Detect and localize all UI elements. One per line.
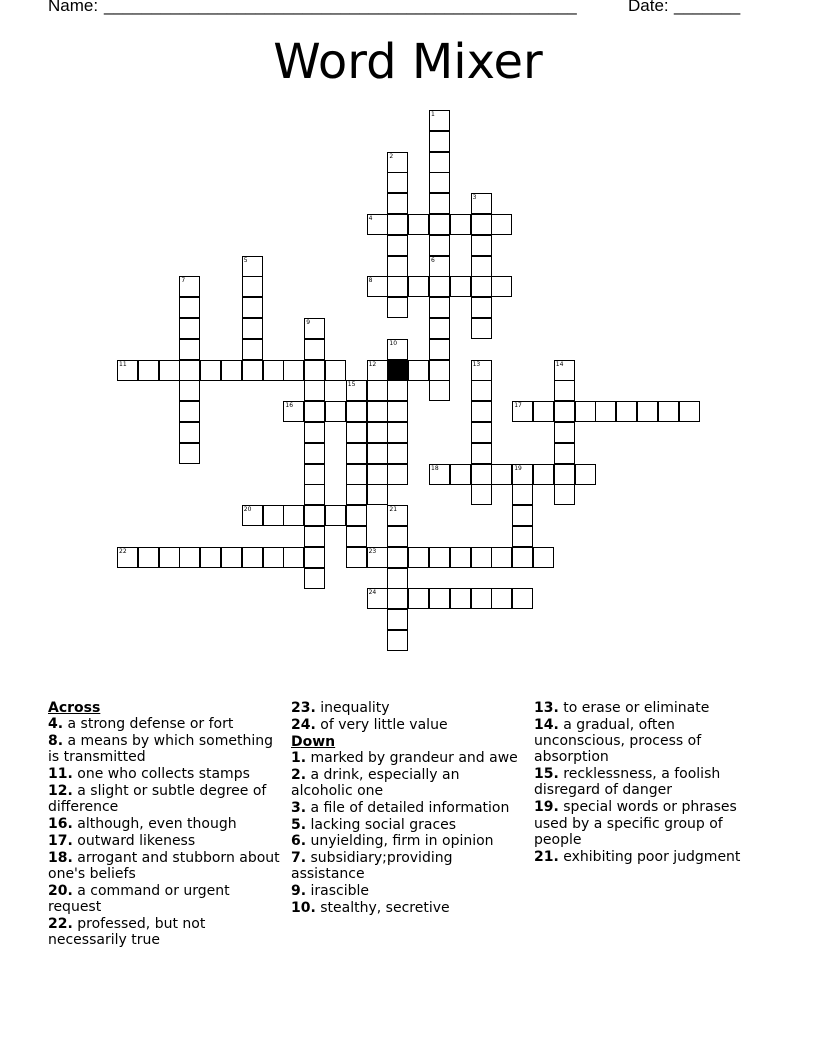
grid-cell[interactable] <box>658 401 679 422</box>
grid-cell[interactable] <box>512 484 533 505</box>
clue-down-6: 6. unyielding, firm in opinion <box>291 833 494 850</box>
clue-down-15: 15. recklessness, a foolish disregard of danger <box>534 766 721 799</box>
cell-number: 5 <box>243 256 248 264</box>
grid-cell[interactable] <box>387 152 408 173</box>
grid-cell[interactable] <box>367 401 388 422</box>
name-label: Name: <box>48 0 99 15</box>
grid-cell[interactable] <box>179 422 200 443</box>
grid-cell[interactable] <box>283 401 304 422</box>
grid-cell[interactable] <box>408 360 429 381</box>
grid-cell[interactable] <box>242 360 263 381</box>
grid-cell[interactable] <box>179 443 200 464</box>
grid-cell[interactable] <box>179 360 200 381</box>
grid-cell[interactable] <box>367 380 388 401</box>
grid-cell[interactable] <box>346 422 367 443</box>
grid-cell[interactable] <box>429 131 450 152</box>
grid-cell[interactable] <box>387 193 408 214</box>
grid-cell[interactable] <box>491 464 512 485</box>
grid-cell[interactable] <box>367 464 388 485</box>
grid-cell[interactable] <box>387 256 408 277</box>
grid-cell[interactable] <box>471 464 492 485</box>
grid-cell[interactable] <box>429 256 450 277</box>
grid-cell[interactable] <box>283 547 304 568</box>
grid-cell[interactable] <box>554 401 575 422</box>
grid-cell[interactable] <box>429 152 450 173</box>
grid-cell[interactable] <box>367 422 388 443</box>
grid-cell[interactable] <box>387 380 408 401</box>
clue-down-10: 10. stealthy, secretive <box>291 900 450 917</box>
grid-cell[interactable] <box>367 484 388 505</box>
clue-down-2: 2. a drink, especially an alcoholic one <box>291 766 460 799</box>
grid-cell[interactable] <box>387 214 408 235</box>
grid-cell[interactable] <box>512 401 533 422</box>
grid-cell[interactable] <box>471 193 492 214</box>
clue-across-20: 20. a command or urgent request <box>48 882 230 916</box>
clue-across-22: 22. professed, but not necessarily true <box>48 915 206 949</box>
clue-down-13: 13. to erase or eliminate <box>534 700 710 716</box>
cell-number: 22 <box>119 547 127 555</box>
grid-cell[interactable] <box>450 276 471 297</box>
clue-down-5: 5. lacking social graces <box>291 816 457 833</box>
cell-number: 19 <box>514 464 522 472</box>
cell-number: 2 <box>389 152 394 160</box>
grid-cell[interactable] <box>429 588 450 609</box>
grid-cell[interactable] <box>263 505 284 526</box>
clue-down-19: 19. special words or phrases used by a specific group of people <box>534 799 737 848</box>
cell-number: 7 <box>181 277 186 285</box>
grid-cell[interactable] <box>387 339 408 360</box>
grid-cell[interactable] <box>554 380 575 401</box>
grid-cell[interactable] <box>533 401 554 422</box>
cell-number: 1 <box>431 111 435 118</box>
grid-cell[interactable] <box>242 297 263 318</box>
grid-cell[interactable] <box>429 110 450 131</box>
grid-cell[interactable] <box>429 318 450 339</box>
grid-cell[interactable] <box>179 318 200 339</box>
grid-cell[interactable] <box>304 443 325 464</box>
grid-cell[interactable] <box>491 214 512 235</box>
down-heading: Down <box>291 733 336 750</box>
grid-cell[interactable] <box>346 484 367 505</box>
grid-cell[interactable] <box>450 588 471 609</box>
cell-number: 10 <box>389 339 398 347</box>
grid-cell[interactable] <box>179 297 200 318</box>
clue-across-11: 11. one who collects stamps <box>48 766 250 783</box>
cell-number: 15 <box>347 381 356 389</box>
grid-cell[interactable] <box>450 547 471 568</box>
grid-cell[interactable] <box>595 401 616 422</box>
across-heading: Across <box>48 700 101 716</box>
grid-cell[interactable] <box>554 360 575 381</box>
grid-cell[interactable] <box>304 568 325 589</box>
grid-cell[interactable] <box>512 526 533 547</box>
clue-across-17: 17. outward likeness <box>48 832 196 849</box>
grid-cell[interactable] <box>304 380 325 401</box>
grid-cell[interactable] <box>304 464 325 485</box>
grid-cell[interactable] <box>263 547 284 568</box>
grid-cell[interactable] <box>512 464 533 485</box>
clues-column-2 <box>291 700 521 917</box>
grid-cell[interactable] <box>387 526 408 547</box>
grid-cell[interactable] <box>387 464 408 485</box>
grid-cell[interactable] <box>221 547 242 568</box>
grid-cell[interactable] <box>471 547 492 568</box>
grid-cell[interactable] <box>304 339 325 360</box>
grid-cell[interactable] <box>242 505 263 526</box>
grid-cell[interactable] <box>263 360 284 381</box>
grid-cell[interactable] <box>346 505 367 526</box>
grid-cell[interactable] <box>387 609 408 630</box>
grid-cell[interactable] <box>471 235 492 256</box>
grid-cell[interactable] <box>346 401 367 422</box>
grid-cell[interactable] <box>387 235 408 256</box>
grid-cell[interactable] <box>159 547 180 568</box>
grid-cell[interactable] <box>117 360 138 381</box>
grid-cell[interactable] <box>387 422 408 443</box>
grid-cell[interactable] <box>325 360 346 381</box>
grid-cell[interactable] <box>575 401 596 422</box>
grid-cell[interactable] <box>304 360 325 381</box>
grid-cell[interactable] <box>408 547 429 568</box>
clue-down-3: 3. a file of detailed information <box>291 799 510 816</box>
clue-down-14: 14. a gradual, often unconscious, process of absorption <box>534 716 702 766</box>
grid-cell[interactable] <box>471 214 492 235</box>
black-cell <box>387 360 408 381</box>
cell-number: 12 <box>368 360 377 368</box>
grid-cell[interactable] <box>117 547 138 568</box>
grid-cell[interactable] <box>491 276 512 297</box>
grid-cell[interactable] <box>367 360 388 381</box>
grid-cell[interactable] <box>429 339 450 360</box>
grid-cell[interactable] <box>471 380 492 401</box>
grid-cell[interactable] <box>304 526 325 547</box>
grid-cell[interactable] <box>346 464 367 485</box>
grid-cell[interactable] <box>387 443 408 464</box>
grid-cell[interactable] <box>554 443 575 464</box>
grid-cell[interactable] <box>304 547 325 568</box>
grid-cell[interactable] <box>429 464 450 485</box>
grid-cell[interactable] <box>575 464 596 485</box>
grid-cell[interactable] <box>159 360 180 381</box>
clue-across-24: 24. of very little value <box>291 716 448 733</box>
grid-cell[interactable] <box>242 256 263 277</box>
grid-cell[interactable] <box>512 505 533 526</box>
cell-number: 8 <box>368 277 373 285</box>
grid-cell[interactable] <box>429 214 450 235</box>
grid-cell[interactable] <box>179 547 200 568</box>
grid-cell[interactable] <box>429 193 450 214</box>
grid-cell[interactable] <box>387 630 408 651</box>
clue-across-12: 12. a slight or subtle degree of difference <box>48 782 267 816</box>
clue-across-23: 23. inequality <box>291 700 390 716</box>
grid-cell[interactable] <box>616 401 637 422</box>
grid-cell[interactable] <box>471 484 492 505</box>
grid-cell[interactable] <box>387 276 408 297</box>
page-title: Word Mixer <box>273 34 543 90</box>
grid-cell[interactable] <box>200 547 221 568</box>
grid-cell[interactable] <box>471 318 492 339</box>
cell-number: 13 <box>472 360 481 368</box>
cell-number: 4 <box>368 215 373 222</box>
grid-cell[interactable] <box>367 588 388 609</box>
grid-cell[interactable] <box>387 547 408 568</box>
grid-cell[interactable] <box>471 297 492 318</box>
grid-cell[interactable] <box>242 318 263 339</box>
grid-cell[interactable] <box>179 339 200 360</box>
clue-down-21: 21. exhibiting poor judgment <box>534 848 741 865</box>
clues-column-1 <box>48 700 280 949</box>
cell-number: 16 <box>285 402 294 410</box>
grid-cell[interactable] <box>471 276 492 297</box>
grid-cell[interactable] <box>283 505 304 526</box>
grid-cell[interactable] <box>387 568 408 589</box>
cell-number: 9 <box>306 319 311 326</box>
grid-cell[interactable] <box>429 235 450 256</box>
grid-cell[interactable] <box>554 484 575 505</box>
date-field[interactable]: _______ <box>674 0 741 15</box>
clue-down-1: 1. marked by grandeur and awe <box>291 749 518 766</box>
grid-cell[interactable] <box>429 297 450 318</box>
grid-cell[interactable] <box>179 380 200 401</box>
grid-cell[interactable] <box>325 401 346 422</box>
grid-cell[interactable] <box>242 276 263 297</box>
clues-column-3 <box>534 700 770 865</box>
cell-number: 23 <box>368 547 377 555</box>
grid-cell[interactable] <box>304 484 325 505</box>
grid-cell[interactable] <box>533 464 554 485</box>
grid-cell[interactable] <box>138 360 159 381</box>
name-field[interactable]: __________________________________________________ <box>104 0 577 15</box>
grid-cell[interactable] <box>346 526 367 547</box>
grid-cell[interactable] <box>429 380 450 401</box>
grid-cell[interactable] <box>367 276 388 297</box>
clue-down-7: 7. subsidiary;providing assistance <box>291 850 453 883</box>
clue-across-8: 8. a means by which something is transmitted <box>48 733 273 766</box>
grid-cell[interactable] <box>429 172 450 193</box>
grid-cell[interactable] <box>387 588 408 609</box>
grid-cell[interactable] <box>387 401 408 422</box>
grid-cell[interactable] <box>242 547 263 568</box>
grid-cell[interactable] <box>679 401 700 422</box>
clue-across-16: 16. although, even though <box>48 816 237 833</box>
cell-number: 6 <box>431 256 435 264</box>
grid-cell[interactable] <box>242 339 263 360</box>
grid-cell[interactable] <box>387 297 408 318</box>
cell-number: 3 <box>472 194 477 202</box>
grid-cell[interactable] <box>221 360 242 381</box>
grid-cell[interactable] <box>471 401 492 422</box>
grid-cell[interactable] <box>450 214 471 235</box>
grid-cell[interactable] <box>304 422 325 443</box>
grid-cell[interactable] <box>304 401 325 422</box>
grid-cell[interactable] <box>408 214 429 235</box>
grid-cell[interactable] <box>471 360 492 381</box>
grid-cell[interactable] <box>408 276 429 297</box>
grid-cell[interactable] <box>304 318 325 339</box>
grid-cell[interactable] <box>283 360 304 381</box>
grid-cell[interactable] <box>179 401 200 422</box>
grid-cell[interactable] <box>471 588 492 609</box>
grid-cell[interactable] <box>367 214 388 235</box>
grid-cell[interactable] <box>387 172 408 193</box>
cell-number: 24 <box>368 589 377 597</box>
grid-cell[interactable] <box>512 588 533 609</box>
grid-cell[interactable] <box>387 505 408 526</box>
grid-cell[interactable] <box>408 588 429 609</box>
grid-cell[interactable] <box>637 401 658 422</box>
grid-cell[interactable] <box>367 443 388 464</box>
grid-cell[interactable] <box>179 276 200 297</box>
clue-down-9: 9. irascible <box>291 883 370 900</box>
grid-cell[interactable] <box>554 422 575 443</box>
grid-cell[interactable] <box>471 256 492 277</box>
grid-cell[interactable] <box>367 547 388 568</box>
grid-cell[interactable] <box>200 360 221 381</box>
grid-cell[interactable] <box>346 380 367 401</box>
grid-cell[interactable] <box>325 505 346 526</box>
cell-number: 20 <box>243 506 252 514</box>
grid-cell[interactable] <box>429 547 450 568</box>
clue-across-18: 18. arrogant and stubborn about one's beliefs <box>48 849 280 882</box>
grid-cell[interactable] <box>512 547 533 568</box>
grid-cell[interactable] <box>491 588 512 609</box>
grid-cell[interactable] <box>429 360 450 381</box>
cell-number: 17 <box>514 402 522 410</box>
grid-cell[interactable] <box>533 547 554 568</box>
cell-number: 11 <box>119 360 127 368</box>
grid-cell[interactable] <box>304 505 325 526</box>
cell-number: 14 <box>555 360 564 368</box>
date-label: Date: <box>628 0 669 15</box>
grid-cell[interactable] <box>491 547 512 568</box>
grid-cell[interactable] <box>471 422 492 443</box>
grid-cell[interactable] <box>138 547 159 568</box>
grid-cell[interactable] <box>346 547 367 568</box>
clue-across-4: 4. a strong defense or fort <box>48 716 234 733</box>
grid-cell[interactable] <box>346 443 367 464</box>
grid-cell[interactable] <box>450 464 471 485</box>
grid-cell[interactable] <box>554 464 575 485</box>
grid-cell[interactable] <box>429 276 450 297</box>
cell-number: 18 <box>431 464 439 472</box>
cell-number: 21 <box>389 506 398 514</box>
grid-cell[interactable] <box>471 443 492 464</box>
